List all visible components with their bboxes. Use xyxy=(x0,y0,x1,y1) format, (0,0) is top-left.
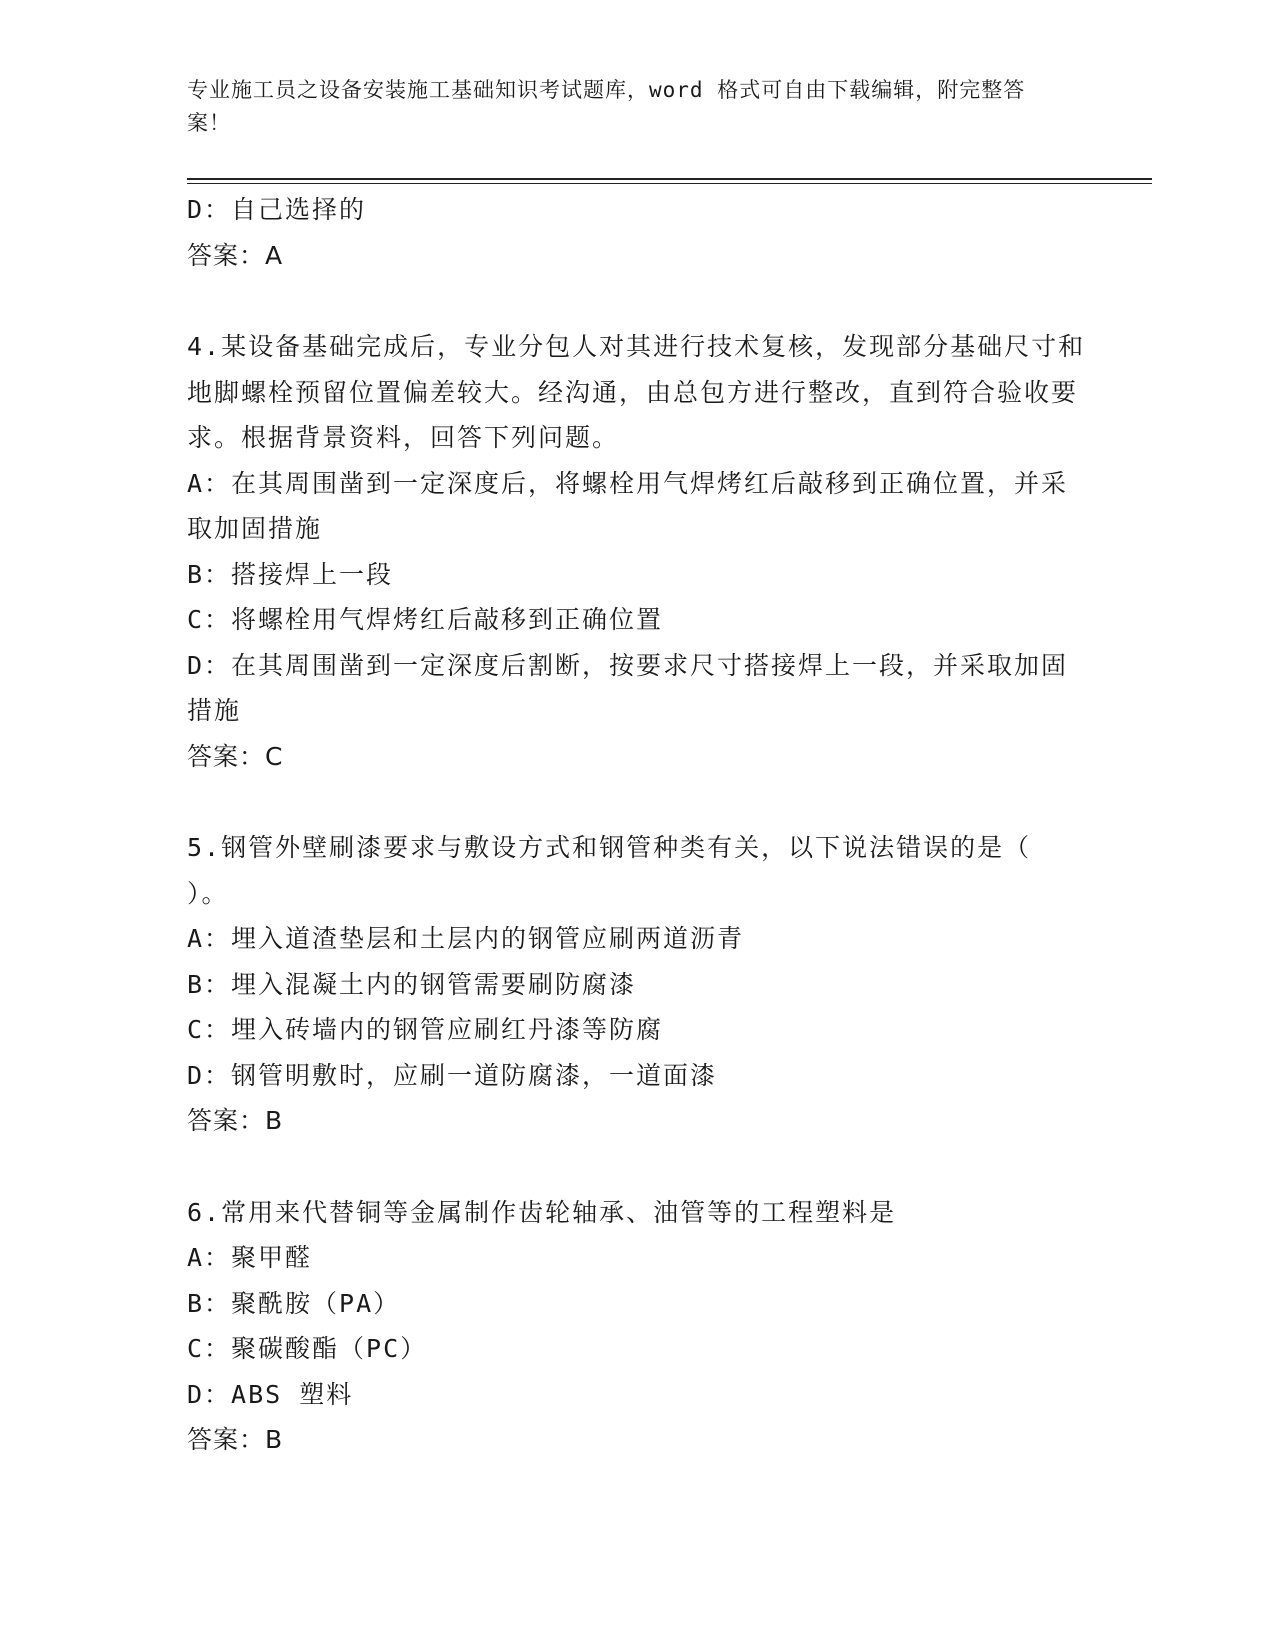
option-b: B：埋入混凝土内的钢管需要刷防腐漆 xyxy=(187,969,637,999)
previous-question-tail xyxy=(187,187,1087,278)
option-a: A：埋入道渣垫层和土层内的钢管应刷两道沥青 xyxy=(187,924,745,953)
answer: 答案：B xyxy=(187,1106,284,1135)
option-c: C：将螺栓用气焊烤红后敲移到正确位置 xyxy=(187,605,664,634)
option-d: D：在其周围凿到一定深度后割断，按要求尺寸搭接焊上一段，并采取加固措施 xyxy=(187,650,1069,725)
answer: 答案：A xyxy=(187,240,284,270)
question-stem: 5.钢管外壁刷漆要求与敷设方式和钢管种类有关，以下说法错误的是（ ）。 xyxy=(187,833,1032,908)
page-header xyxy=(187,74,1067,140)
option-d: D：自己选择的 xyxy=(187,195,367,224)
question-list xyxy=(187,187,1087,1463)
question-stem: 6.常用来代替铜等金属制作齿轮轴承、油管等的工程塑料是 xyxy=(187,1197,897,1227)
option-a: A：聚甲醛 xyxy=(187,1243,313,1272)
question-6 xyxy=(187,1190,1087,1463)
header-divider-thin xyxy=(187,183,1152,184)
answer: 答案：B xyxy=(187,1425,284,1454)
header-title: 专业施工员之设备安装施工基础知识考试题库，word 格式可自由下载编辑，附完整答案！ xyxy=(187,78,1026,135)
option-b: B：聚酰胺（PA） xyxy=(187,1288,401,1318)
spacer xyxy=(187,278,1087,324)
question-stem: 4.某设备基础完成后，专业分包人对其进行技术复核，发现部分基础尺寸和地脚螺栓预留位置偏差较大。经沟通，由总包方进行整改，直到符合验收要求。根据背景资料，回答下列问题。 xyxy=(187,332,1086,452)
option-b: B：搭接焊上一段 xyxy=(187,559,394,589)
spacer xyxy=(187,779,1087,825)
header-divider-thick xyxy=(187,178,1152,180)
option-a: A：在其周围凿到一定深度后，将螺栓用气焊烤红后敲移到正确位置，并采取加固措施 xyxy=(187,468,1069,543)
option-d: D：ABS 塑料 xyxy=(187,1379,354,1409)
answer: 答案：C xyxy=(187,741,284,771)
option-c: C：埋入砖墙内的钢管应刷红丹漆等防腐 xyxy=(187,1015,664,1044)
option-d: D：钢管明敷时，应刷一道防腐漆，一道面漆 xyxy=(187,1060,718,1090)
spacer xyxy=(187,1144,1087,1190)
question-4 xyxy=(187,324,1087,779)
question-5 xyxy=(187,825,1087,1144)
option-c: C：聚碳酸酯（PC） xyxy=(187,1334,428,1363)
